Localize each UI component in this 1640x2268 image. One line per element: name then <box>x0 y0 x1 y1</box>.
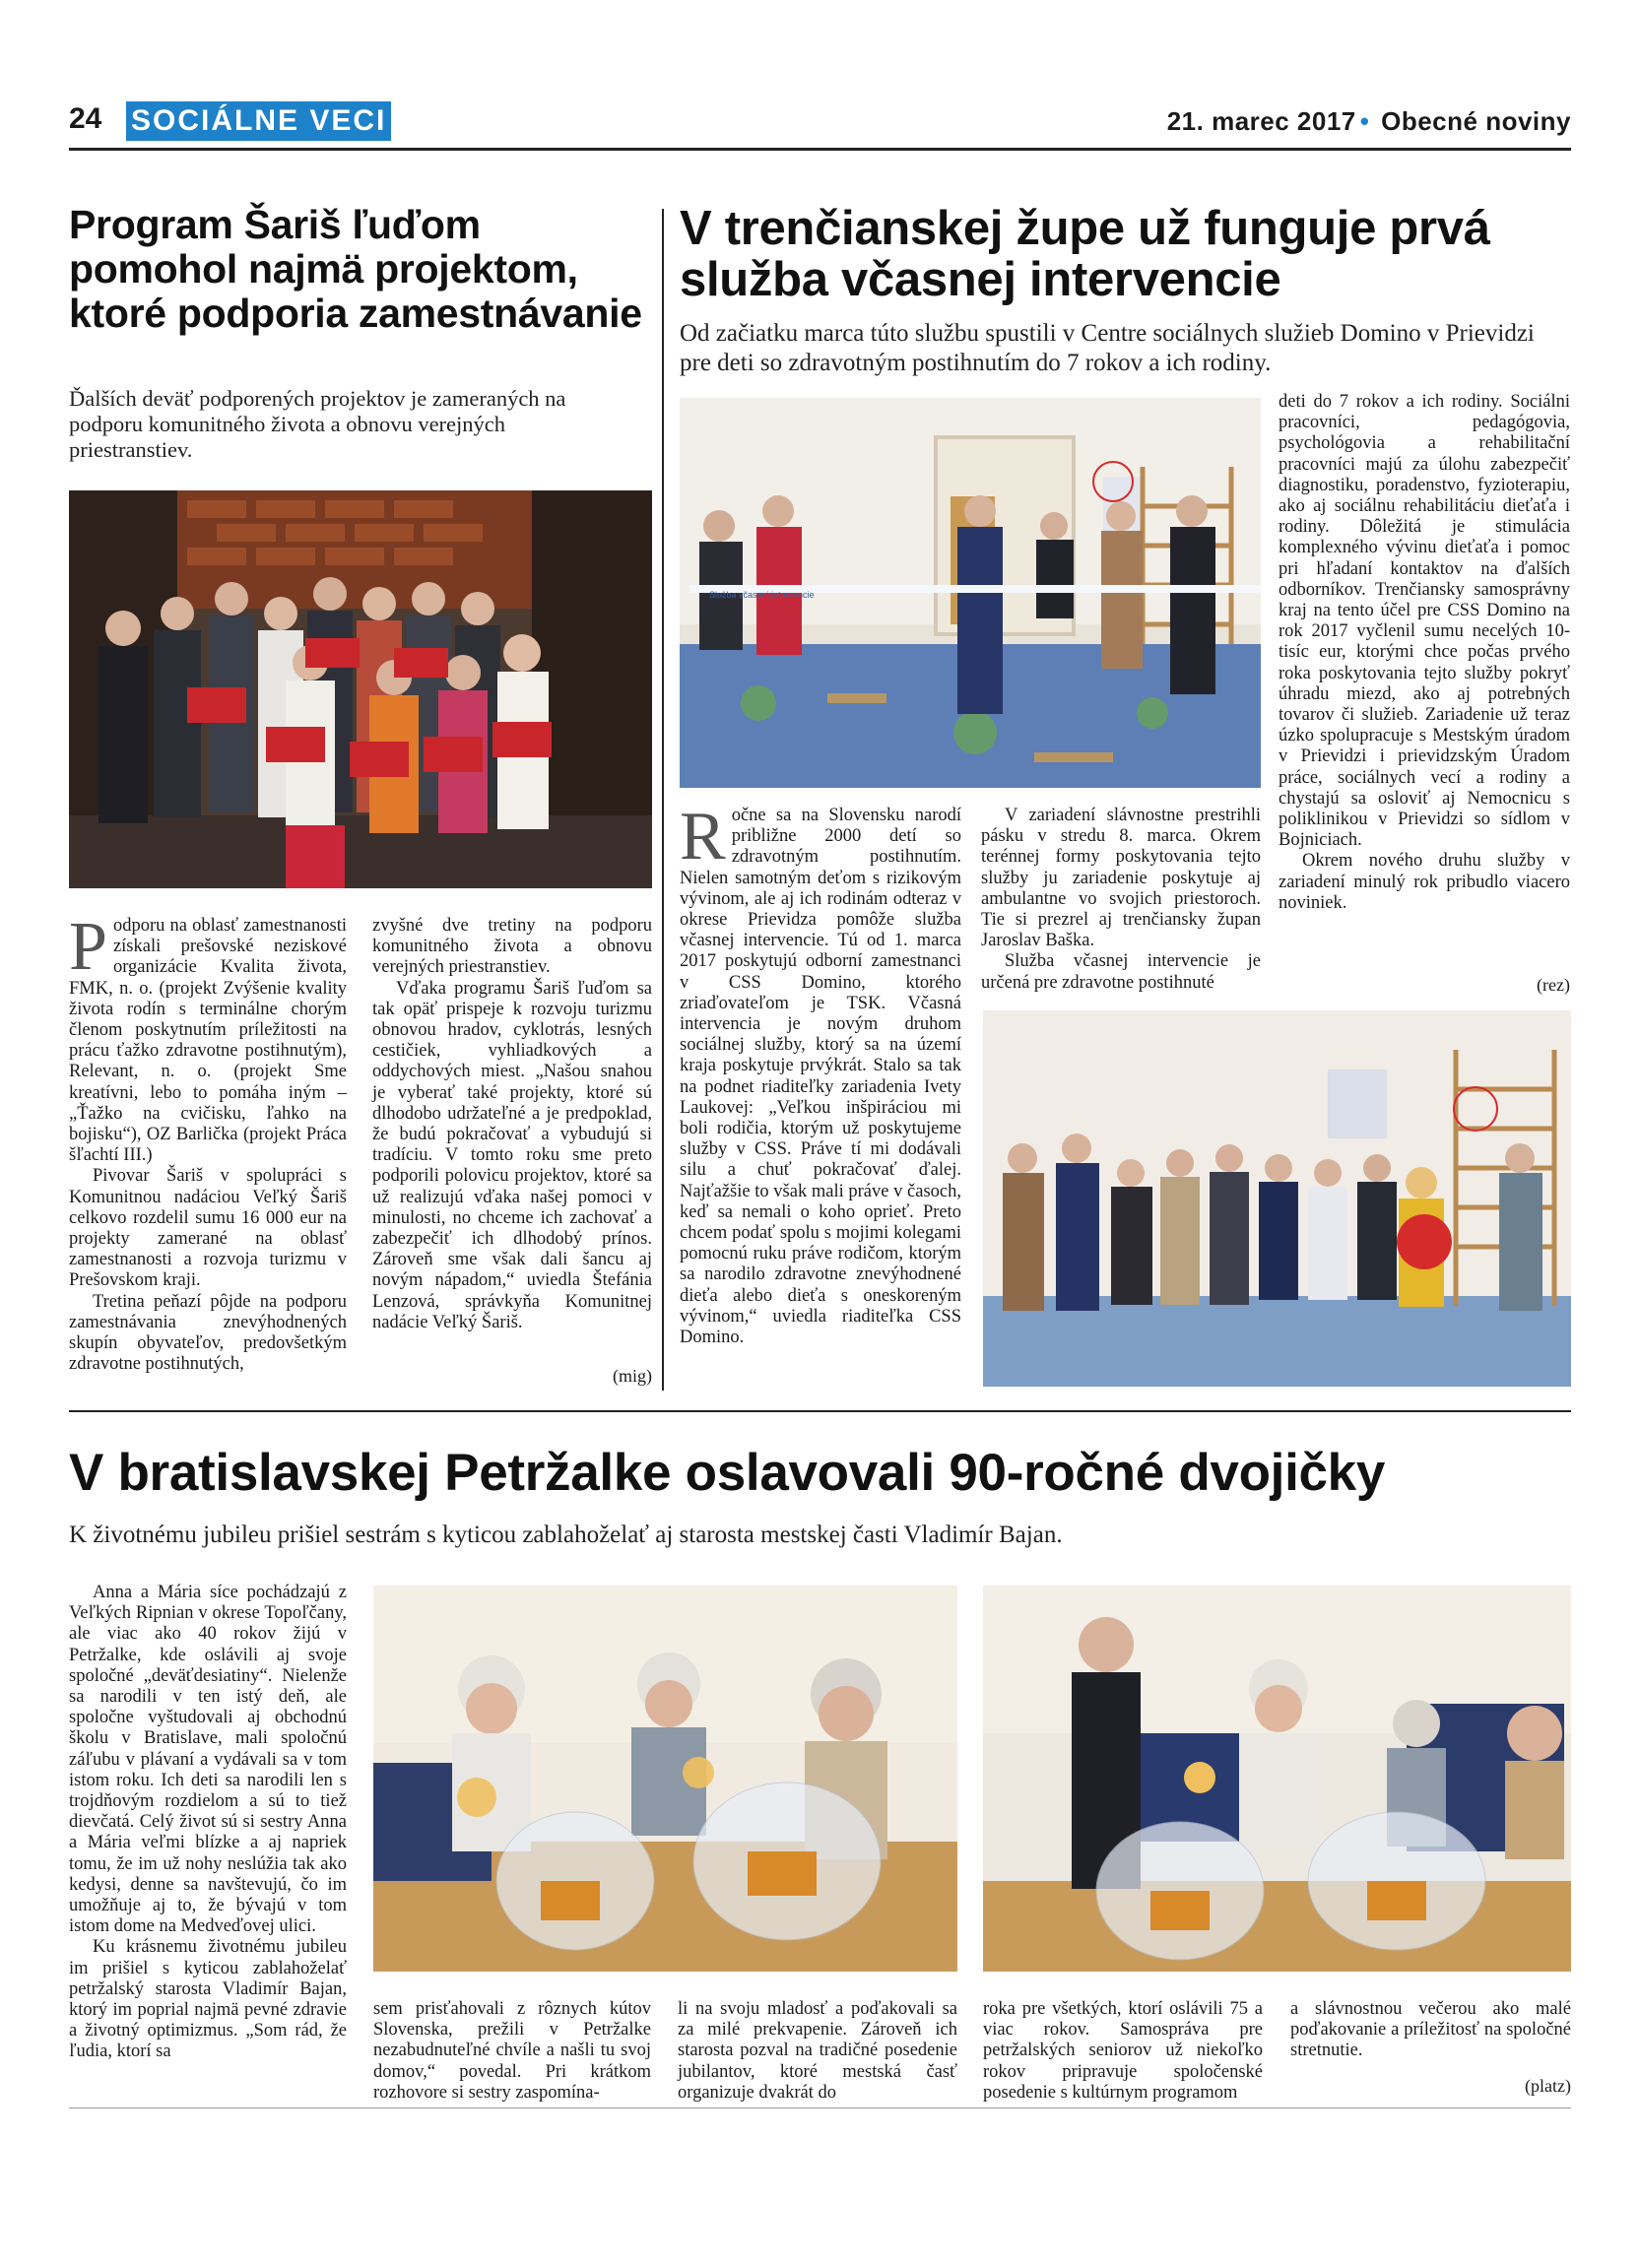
article3-column-3 <box>678 1999 957 2104</box>
article1-paragraph: Vďaka programu Šariš ľuďom sa tak opäť prispeje k rozvoju turizmu obnovou hradov, cyklotrás, lesných cestičiek, vyhliadkových a oddychových miest. „Našou snahou je vyberať také projekty, ktoré sú dlhodobo udržateľné a je predpoklad, že budú pokračovať a vybudujú si tradíciu. V tomto roku sme preto podporili polovicu projektov, ktoré sa už realizujú vďaka našej pomoci v minulosti, no chceme ich zachovať a zabezpečiť ich dlhodobý prínos. Zároveň sme však dali šancu aj novým nápadom,“ uviedla Štefánia Lenzová, správkyňa Komunitnej nadácie Veľký Šariš. <box>372 978 652 1332</box>
section-rule <box>69 1410 1571 1412</box>
twins-photo <box>373 1586 957 1972</box>
article3-paragraph: roka pre všetkých, ktorí oslávili 75 a viac rokov. Samospráva pre petržalských seniorov už niekoľko rokov pripravuje spoločenské posedenie s kultúrnym programom <box>983 1999 1263 2103</box>
article3-column-4 <box>983 1999 1263 2104</box>
article3-paragraph: a slávnostnou večerou ako malé poďakovanie a príležitosť na spoločné stretnutie. <box>1290 1999 1571 2061</box>
page-number: 24 <box>69 102 102 135</box>
article1-column-2 <box>372 916 652 1333</box>
article3-deck: K životnému jubileu prišiel sestrám s kyticou zablahoželať aj starosta mestskej časti Vladimír Bajan. <box>69 1522 1063 1548</box>
issue-date: 21. marec 2017 <box>1166 106 1356 136</box>
article2-deck: Od začiatku marca túto službu spustili v Centre sociálnych služieb Domino v Prievidzi pre deti so zdravotným postihnutím do 7 rokov a ich rodiny. <box>680 320 1535 376</box>
article1-paragraph: zvyšné dve tretiny na podporu komunitného života a obnovu verejných priestranstiev. <box>372 916 652 978</box>
visitors-photo <box>983 1010 1571 1387</box>
footer-rule <box>69 2107 1571 2108</box>
publication-name: Obecné noviny <box>1381 106 1571 136</box>
separator-dot: • <box>1359 106 1370 136</box>
article3-headline: V bratislavskej Petržalke oslavovali 90-ročné dvojičky <box>69 1444 1386 1502</box>
ribbon-label: Služba včasnej intervencie <box>709 590 815 600</box>
article1-deck: Ďalších deväť podporených projektov je zameraných na podporu komunitného života a obnovu verejných priestranstiev. <box>69 386 566 462</box>
section-label: SOCIÁLNE VECI <box>126 101 391 141</box>
article3-photo-1 <box>373 1586 957 1972</box>
header-rule <box>69 148 1571 151</box>
masthead-info <box>1167 106 1571 137</box>
article2-paragraph: deti do 7 rokov a ich rodiny. Sociálni pracovníci, pedagógovia, psychológovia a rehabilitační pracovníci majú za úlohu zabezpečiť diagnostiku, poradenstvo, fyzioterapiu, ako aj sociálnu rehabilitáciu dieťaťa i rodiny. Dôležitá je stimulácia komplexného vývinu dieťaťa i pomoc pri hľadaní kontaktov na ďalších odborníkov. Trenčiansky samosprávny kraj na tento účel pre CSS Domino na rok 2017 vyčlenil sumu necelých 10-tisíc eur, ktorými chce počas prvého roka poskytovania tejto služby pokryť úhradu miezd, ako aj potrebných tovarov či služieb. Zariadenie už teraz úzko spolupracuje s Mestským úradom v Prievidzi i prievidzským Úradom práce, sociálnych vecí a rodiny a chystajú sa osloviť aj Nemocnicu s poliklinikou v Prievidzi so sídlom v Bojniciach. <box>1279 392 1570 851</box>
article2-photo-ribbon <box>680 398 1261 788</box>
article2-column-3 <box>1279 392 1570 914</box>
article1-paragraph: odporu na oblasť zamestnanosti získali prešovské neziskové organizácie Kvalita života, FMK, n. o. (projekt Zvýšenie kvality života rodín s terminálne chorým členom poskytnutím príležitosti na prácu ťažko zdravotne postihnutým), Relevant, n. o. (projekt Sme kreatívni, lebo to pomáha iným – „Ťažko na cvičisku, ľahko na bojisku“), OZ Barlička (projekt Práca šľachtí III.) <box>69 916 347 1166</box>
article1-signature: (mig) <box>613 1366 652 1386</box>
article3-paragraph: Anna a Mária síce pochádzajú z Veľkých Ripnian v okrese Topoľčany, ale viac ako 40 rokov žijú v Petržalke, kde oslávili aj svoje spoločné „deväťdesiatiny“. Nielenže sa narodili v ten istý deň, ale spoločne vyštudovali aj obchodnú školu v Bratislave, mali spoločnú záľubu v plávaní a vydávali sa v tom istom roku. Ich deti sa narodili len s trojdňovým rozdielom a sú to tiež dievčatá. Celý život sú si sestry Anna a Mária veľmi blízke a aj napriek tomu, že im už nohy neslúžia tak ako kedysi, denne sa navštevujú, čo im umožňuje aj to, že bývajú v tom istom dome na Medveďovej ulici. <box>69 1583 347 1937</box>
mayor-visit-photo <box>983 1586 1571 1972</box>
article2-column-2 <box>981 806 1261 994</box>
article1-dropcap: P <box>69 909 107 985</box>
article3-paragraph: li na svoju mladosť a poďakovali sa za milé prekvapenie. Zároveň ich starosta pozval na tradičné posedenie jubilantov, ktoré mestská časť organizuje dvakrát do <box>678 1999 957 2103</box>
article2-dropcap: R <box>680 799 726 875</box>
article1-paragraph: Tretina peňazí pôjde na podporu zamestnávania znevýhodnených skupín obyvateľov, predovšetkým zdravotne postihnutých, <box>69 1291 347 1375</box>
article1-headline: Program Šariš ľuďom pomohol najmä projektom, ktoré podporia zamestnávanie <box>69 202 642 336</box>
article2-paragraph: očne sa na Slovensku narodí približne 2000 detí so zdravotným postihnutím. Nielen samotným deťom s rizikovým vývinom, ale aj ich rodinám odteraz v okrese Prievidza pomôže služba včasnej intervencie. Tú od 1. marca 2017 poskytujú odborní zamestnanci v CSS Domino, ktorého zriaďovateľom je TSK. Včasná intervencia je novým druhom sociálnej služby, ktorý sa na území kraja poskytuje prvýkrát. Stalo sa tak na podnet riaditeľky zariadenia Ivety Laukovej: „Veľkou inšpiráciou mi boli rodičia, ktorým už poskytujeme služby v CSS. Práve tí mi dodávali silu a chuť pokračovať ďalej. Najťažšie to však mali práve v časoch, keď sa nemali o koho oprieť. Preto chcem podať spolu s mojimi kolegami pomocnú ruku práve rodičom, ktorým sa narodilo zdravotne znevýhodnené dieťa alebo dieťa s oneskoreným vývinom,“ uviedla riaditeľka CSS Domino. <box>680 806 961 1348</box>
article1-column-1 <box>69 909 347 1375</box>
article2-paragraph: Služba včasnej intervencie je určená pre zdravotne postihnuté <box>981 951 1261 993</box>
article2-headline: V trenčianskej župe už funguje prvá služba včasnej intervencie <box>680 202 1490 306</box>
article3-column-1 <box>69 1583 347 2063</box>
article3-paragraph: Ku krásnemu životnému jubileu im prišiel s kyticou zablahoželať petržalský starosta Vladimír Bajan, ktorý im poprial najmä pevné zdravie a životný optimizmus. „Som rád, že ľudia, ktorí sa <box>69 1937 347 2062</box>
article2-paragraph: Okrem nového druhu služby v zariadení minulý rok pribudlo viacero noviniek. <box>1279 851 1570 913</box>
article3-photo-2 <box>983 1586 1571 1972</box>
article3-column-5 <box>1290 1999 1571 2062</box>
article2-column-1 <box>680 799 961 1348</box>
column-divider <box>662 209 664 1391</box>
article1-paragraph: Pivovar Šariš v spolupráci s Komunitnou nadáciou Veľký Šariš celkovo rozdelil sumu 16 000 eur na projekty zamerané na oblasť zamestnanosti a rozvoja turizmu v Prešovskom kraji. <box>69 1166 347 1291</box>
article2-photo-group <box>983 1010 1571 1387</box>
article2-signature: (rez) <box>1537 975 1570 995</box>
article3-signature: (platz) <box>1525 2076 1571 2096</box>
article3-column-2 <box>373 1999 651 2104</box>
article1-photo <box>69 490 652 888</box>
article3-paragraph: sem prisťahovali z rôznych kútov Slovenska, prežili v Petržalke nezabudnuteľné chvíle a našli tu svoj domov,“ povedal. Pri krátkom rozhovore si sestry zaspomína- <box>373 1999 651 2103</box>
group-photo-award <box>69 490 652 888</box>
article2-paragraph: V zariadení slávnostne prestrihli pásku v stredu 8. marca. Okrem terénnej formy poskytovania tejto služby ju zariadenie poskytuje aj ambulantne vo svojich priestoroch. Tie si prezrel aj trenčiansky župan Jaroslav Baška. <box>981 806 1261 951</box>
ribbon-cutting-photo <box>680 398 1261 788</box>
